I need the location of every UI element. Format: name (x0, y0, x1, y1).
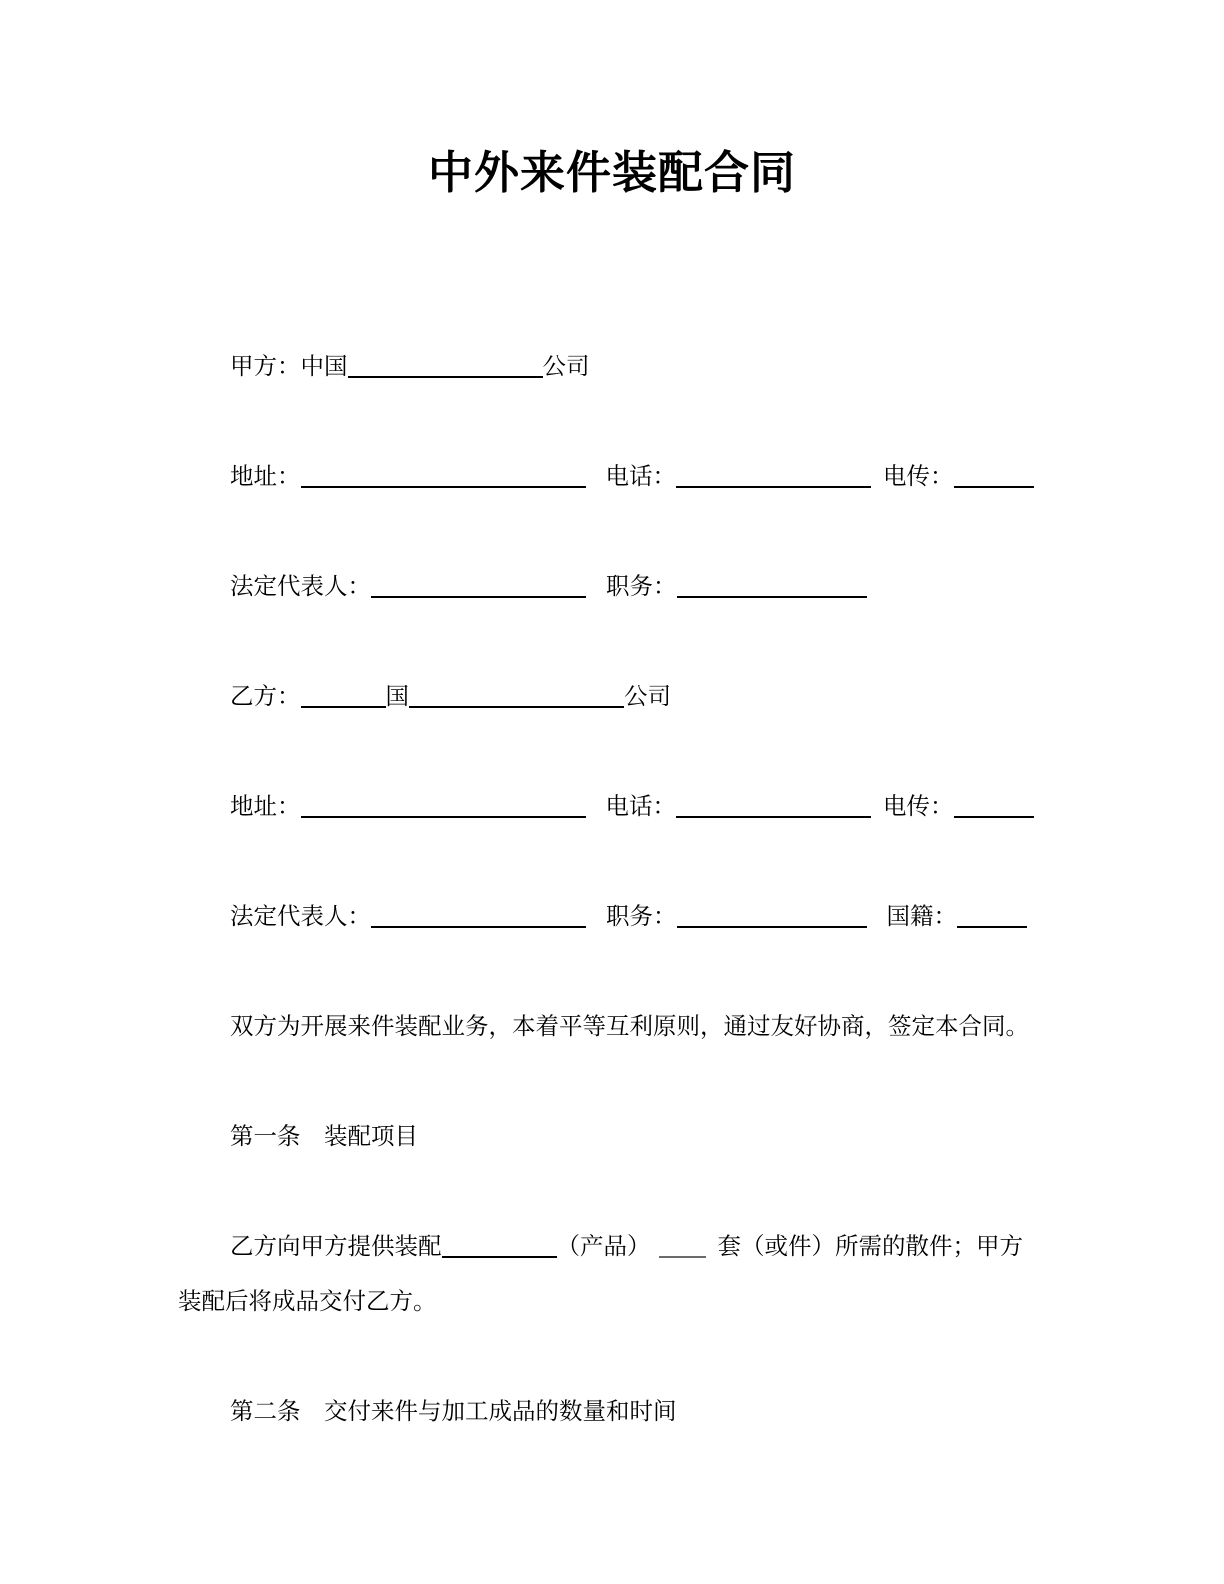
party-b-contact-line (178, 780, 1054, 835)
party-b-phone-blank (676, 796, 871, 818)
party-a-address-blank (301, 466, 586, 488)
party-b-rep-blank (371, 906, 586, 928)
contract-body (178, 340, 1054, 1440)
party-b-country-blank (301, 686, 386, 708)
party-a-rep-line (178, 560, 1054, 615)
party-b-country-suffix: 国 (385, 684, 409, 710)
party-a-position-blank (677, 576, 867, 598)
party-a-label: 甲方：中国 (230, 354, 348, 380)
party-a-contact-line (178, 450, 1054, 505)
article-1-body (178, 1220, 1054, 1330)
party-a-telex-label: 电传： (883, 464, 954, 490)
party-b-address-label: 地址： (230, 794, 301, 820)
article-1-body-seg1: 乙方向甲方提供装配 (230, 1234, 442, 1260)
contract-title: 中外来件装配合同 (427, 147, 796, 198)
article-1-body-seg2: （产品） (556, 1234, 651, 1260)
article-2-heading: 第二条 交付来件与加工成品的数量和时间 (230, 1399, 677, 1425)
party-a-phone-blank (676, 466, 871, 488)
article-1-body-seg4: 装配后将成品交付乙方。 (178, 1289, 437, 1315)
party-b-position-blank (677, 906, 867, 928)
party-b-name-blank (409, 686, 624, 708)
party-b-nationality-blank (957, 906, 1027, 928)
party-a-name-suffix: 公司 (542, 354, 590, 380)
party-a-position-label: 职务： (606, 574, 677, 600)
party-b-telex-label: 电传： (883, 794, 954, 820)
party-b-nationality-label: 国籍： (886, 904, 957, 930)
party-b-telex-blank (954, 796, 1034, 818)
party-a-rep-blank (371, 576, 586, 598)
quantity-blank (659, 1236, 706, 1258)
party-a-name-line (178, 340, 1054, 395)
party-b-rep-label: 法定代表人： (230, 904, 371, 930)
article-1-body-seg3: 套（或件）所需的散件；甲方 (717, 1234, 1023, 1260)
party-a-rep-label: 法定代表人： (230, 574, 371, 600)
product-name-blank (442, 1236, 557, 1258)
party-b-label: 乙方： (230, 684, 301, 710)
party-a-telex-blank (954, 466, 1034, 488)
preamble-paragraph: 双方为开展来件装配业务，本着平等互利原则，通过友好协商，签定本合同。 (230, 1014, 1029, 1040)
party-a-name-blank (348, 356, 543, 378)
party-a-phone-label: 电话： (605, 464, 676, 490)
party-b-name-line (178, 670, 1054, 725)
party-b-rep-line (178, 890, 1054, 945)
party-a-address-label: 地址： (230, 464, 301, 490)
article-1-heading: 第一条 装配项目 (230, 1124, 418, 1150)
party-b-phone-label: 电话： (605, 794, 676, 820)
party-b-company-suffix: 公司 (624, 684, 671, 710)
party-b-position-label: 职务： (606, 904, 677, 930)
party-b-address-blank (301, 796, 586, 818)
